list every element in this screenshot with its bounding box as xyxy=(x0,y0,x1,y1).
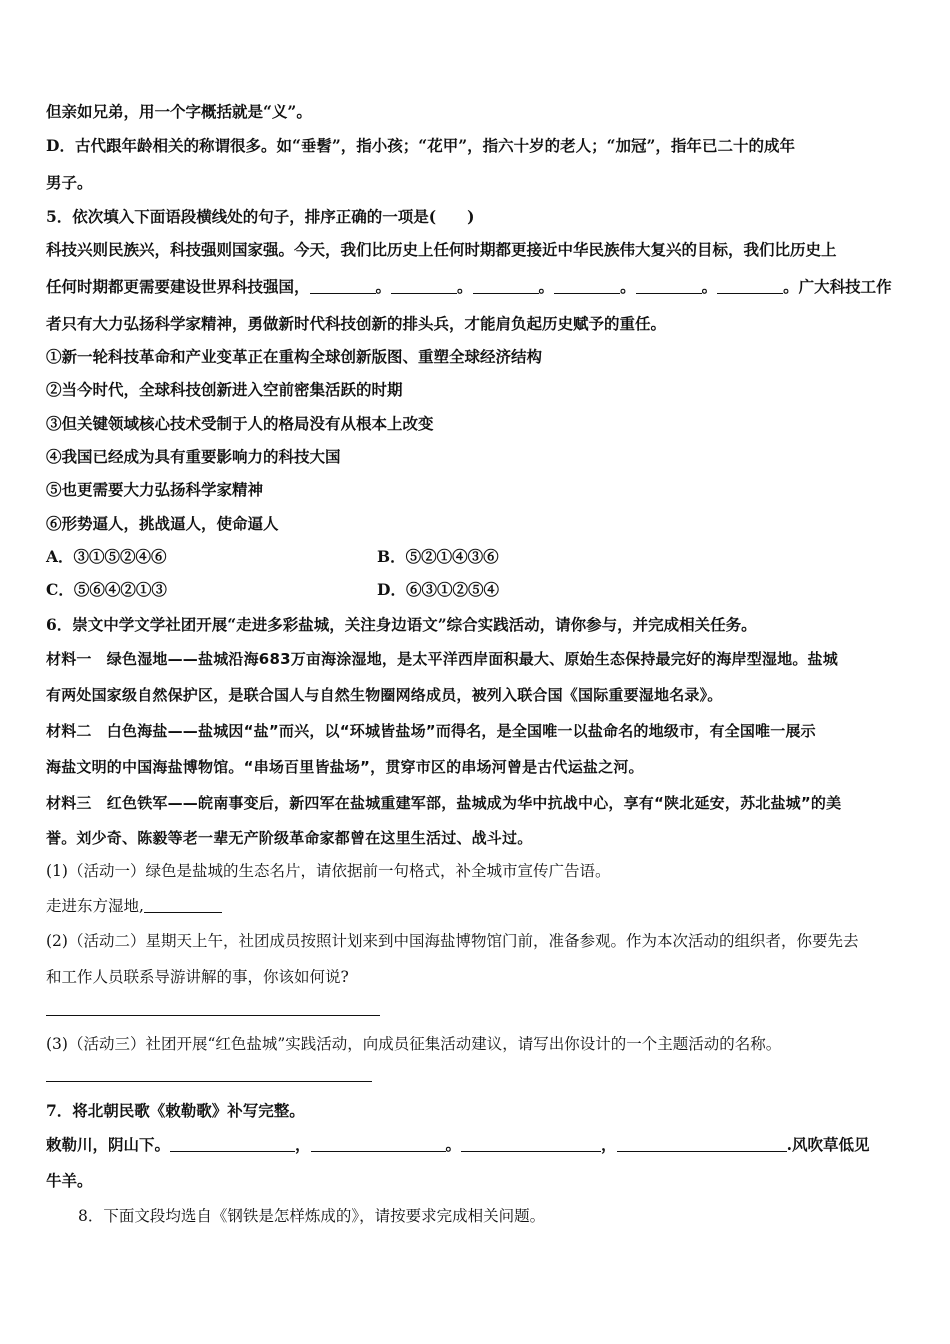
material-1: 有两处国家级自然保护区，是联合国人与自然生物圈网络成员，被列入联合国《国际重要湿地名录》。 xyxy=(46,686,723,704)
passage-text: 。广大科技工作 xyxy=(783,277,892,296)
question-6-2: (2)（活动二）星期天上午，社团成员按照计划来到中国海盐博物馆门前，准备参观。作为本次活动的组织者，你要先去 xyxy=(46,932,859,950)
material-2: 海盐文明的中国海盐博物馆。“串场百里皆盐场”，贯穿市区的串场河曾是古代运盐之河。 xyxy=(46,758,644,776)
question-6-stem: 6．崇文中学文学社团开展“走进多彩盐城，关注身边语文”综合实践活动，请你参与，并完成相关任务。 xyxy=(46,615,757,634)
answer-blank[interactable] xyxy=(717,277,783,294)
material-1: 材料一 绿色湿地——盐城沿海683万亩海涂湿地，是太平洋西岸面积最大、原始生态保持最完好的海岸型湿地。盐城 xyxy=(46,650,838,668)
question-6-3: (3)（活动三）社团开展“红色盐城”实践活动，向成员征集活动建议，请写出你设计的一个主题活动的名称。 xyxy=(46,1035,782,1053)
separator: ， xyxy=(601,1135,617,1154)
question-6-2: 和工作人员联系导游讲解的事，你该如何说? xyxy=(46,968,349,986)
text-line: 男子。 xyxy=(46,173,93,192)
passage-text: 任何时期都更需要建设世界科技强国， xyxy=(46,277,310,296)
question-8-stem: 8．下面文段均选自《钢铁是怎样炼成的》，请按要求完成相关问题。 xyxy=(78,1207,546,1225)
answer-blank[interactable] xyxy=(473,277,539,294)
option-d[interactable]: D．⑥③①②⑤④ xyxy=(377,580,499,599)
question-6-1-answer xyxy=(46,895,222,917)
answer-blank[interactable] xyxy=(311,1135,446,1152)
text-line: 但亲如兄弟，用一个字概括就是“义”。 xyxy=(46,102,312,121)
question-6-1: (1)（活动一）绿色是盐城的生态名片，请依据前一句格式，补全城市宣传广告语。 xyxy=(46,862,611,880)
answer-blank[interactable] xyxy=(170,1135,295,1152)
sentence-2: ②当今时代，全球科技创新进入空前密集活跃的时期 xyxy=(46,380,403,399)
answer-blank[interactable] xyxy=(144,896,222,913)
option-a[interactable]: A．③①⑤②④⑥ xyxy=(46,547,167,566)
sentence-5: ⑤也更需要大力弘扬科学家精神 xyxy=(46,480,264,499)
question-7-stem: 7．将北朝民歌《敕勒歌》补写完整。 xyxy=(46,1101,305,1120)
material-3: 誉。刘少奇、陈毅等老一辈无产阶级革命家都曾在这里生活过、战斗过。 xyxy=(46,829,533,847)
sentence-6: ⑥形势逼人，挑战逼人，使命逼人 xyxy=(46,514,279,533)
question-5-passage xyxy=(46,276,892,298)
answer-line[interactable] xyxy=(46,1081,372,1082)
poem-text: .风吹草低见 xyxy=(786,1135,870,1154)
answer-blank[interactable] xyxy=(636,277,702,294)
answer-prefix: 走进东方湿地, xyxy=(46,897,144,915)
question-5-stem: 5．依次填入下面语段横线处的句子，排序正确的一项是( ) xyxy=(46,207,475,226)
answer-blank[interactable] xyxy=(554,277,620,294)
separator: 。 xyxy=(701,277,718,296)
material-3: 材料三 红色铁军——皖南事变后，新四军在盐城重建军部，盐城成为华中抗战中心，享有“陕北延安，苏北盐城”的美 xyxy=(46,794,842,812)
answer-blank[interactable] xyxy=(310,277,376,294)
question-5-passage: 科技兴则民族兴，科技强则国家强。今天，我们比历史上任何时期都更接近中华民族伟大复兴的目标，我们比历史上 xyxy=(46,240,837,259)
material-2: 材料二 白色海盐——盐城因“盐”而兴，以“环城皆盐场”而得名，是全国唯一以盐命名的地级市，有全国唯一展示 xyxy=(46,722,816,740)
answer-blank[interactable] xyxy=(391,277,457,294)
option-b[interactable]: B．⑤②①④③⑥ xyxy=(377,547,499,566)
sentence-4: ④我国已经成为具有重要影响力的科技大国 xyxy=(46,447,341,466)
question-7-poem: 牛羊。 xyxy=(46,1171,93,1190)
sentence-3: ③但关键领域核心技术受制于人的格局没有从根本上改变 xyxy=(46,414,434,433)
separator: 。 xyxy=(457,277,473,296)
sentence-1: ①新一轮科技革命和产业变革正在重构全球创新版图、重塑全球经济结构 xyxy=(46,347,543,366)
question-5-passage: 者只有大力弘扬科学家精神，勇做新时代科技创新的排头兵，才能肩负起历史赋予的重任。 xyxy=(46,314,667,333)
separator: ， xyxy=(295,1135,311,1154)
option-c[interactable]: C．⑤⑥④②①③ xyxy=(46,580,167,599)
separator: 。 xyxy=(620,277,636,296)
option-d-line: D．古代跟年龄相关的称谓很多。如“垂髫”，指小孩；“花甲”，指六十岁的老人；“加冠”，指年已二十的成年 xyxy=(46,136,795,155)
answer-blank[interactable] xyxy=(461,1135,601,1152)
question-7-poem xyxy=(46,1134,869,1156)
poem-text: 敕勒川，阴山下。 xyxy=(46,1135,171,1154)
separator: 。 xyxy=(538,277,555,296)
answer-blank[interactable] xyxy=(617,1135,787,1152)
separator: 。 xyxy=(445,1135,462,1154)
separator: 。 xyxy=(375,277,392,296)
answer-line[interactable] xyxy=(46,1015,380,1016)
